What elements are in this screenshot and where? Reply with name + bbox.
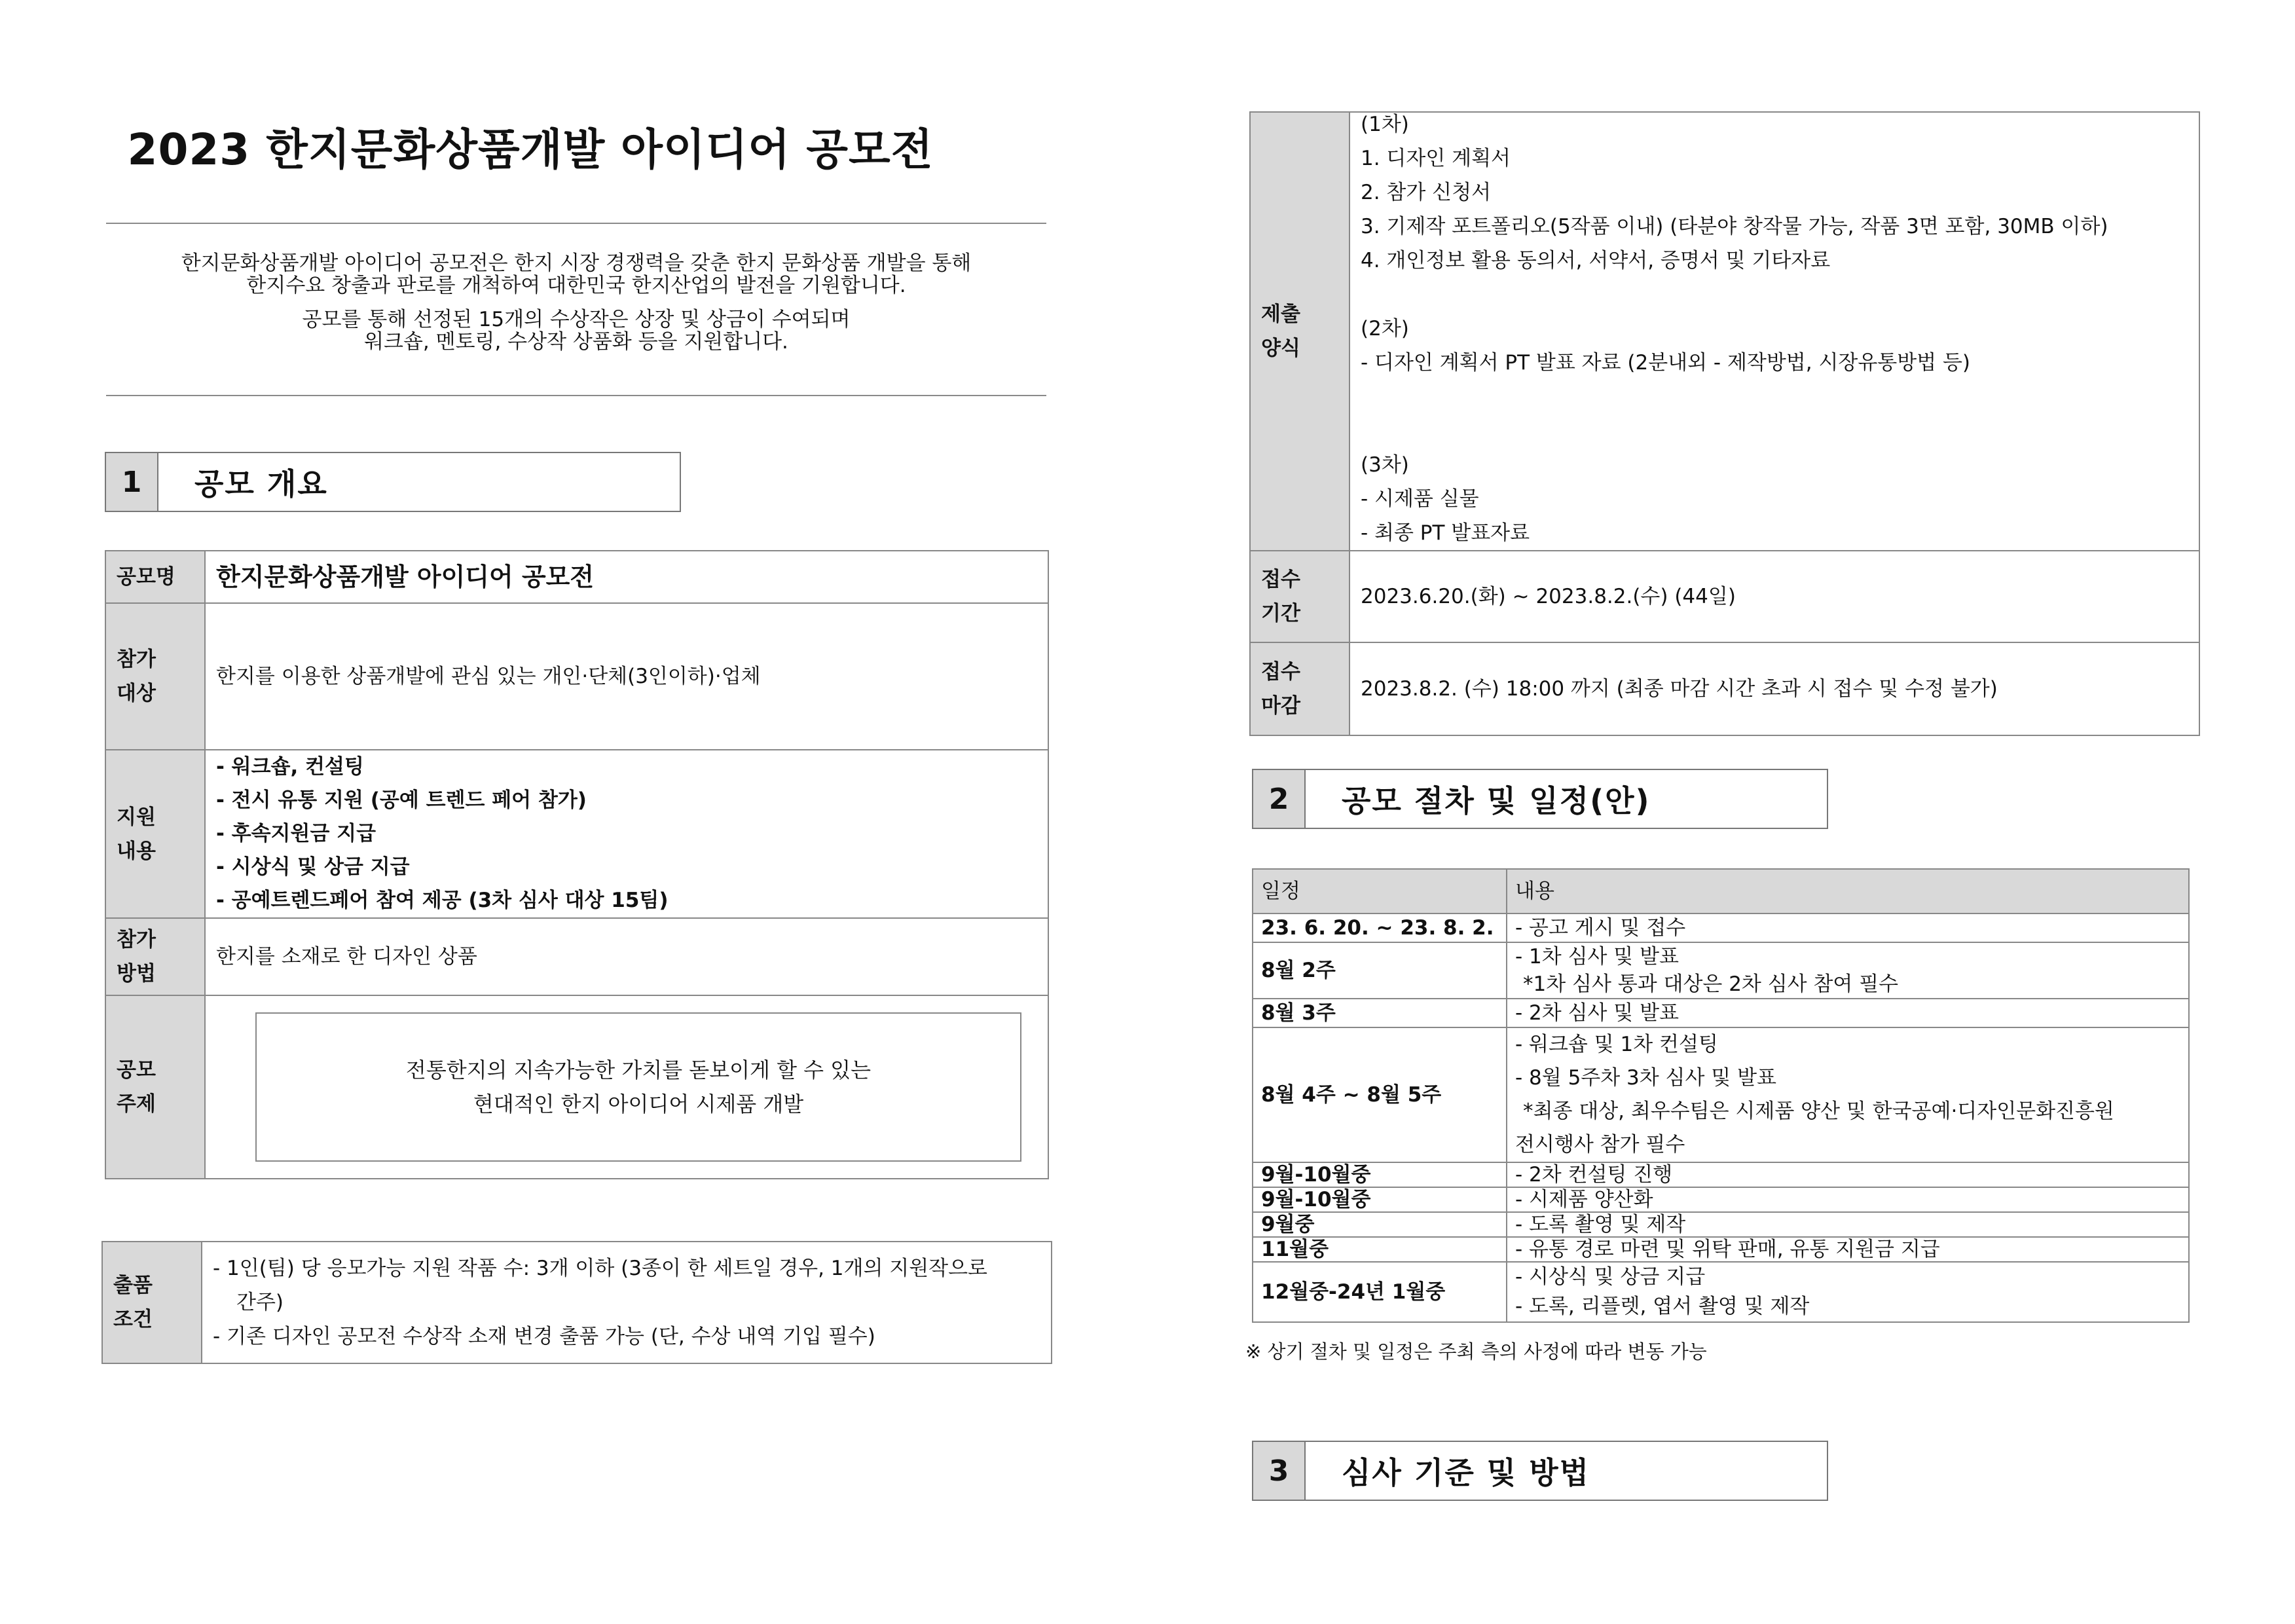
intro-line: 공모를 통해 선정된 15개의 수상작은 상장 및 상금이 수여되며 [302, 308, 851, 331]
deadline-label: 접수 마감 [1250, 642, 1349, 735]
form-line [1361, 278, 2199, 312]
entry-line: - 1인(팀) 당 응모가능 지원 작품 수: 3개 이하 (3종이 한 세트일 경우, 1개의 지원작으로 [213, 1257, 987, 1280]
table-row: 9월중 - 도록 촬영 및 제작 [1253, 1212, 2189, 1237]
support-list [205, 750, 1048, 918]
theme-line: 현대적인 한지 아이디어 시제품 개발 [473, 1092, 804, 1116]
form-line: (1차) [1361, 113, 1409, 136]
form-line [1361, 380, 2199, 414]
table-row: 8월 3주 - 2차 심사 및 발표 [1253, 999, 2189, 1027]
section-number: 2 [1253, 770, 1306, 828]
entry-line: 간주) [236, 1291, 284, 1314]
form-line: 1. 디자인 계획서 [1361, 147, 1511, 170]
table-row: 8월 4주 ~ 8월 5주 - 워크숍 및 1차 컨설팅 - 8월 5주차 3차 심사 및 발표 *최종 대상, 최우수팀은 시제품 양산 및 한국공예·디자인문화진흥원 전시행사 참가 필수 [1253, 1027, 2189, 1162]
divider-top [106, 223, 1046, 224]
deadline-value: 2023.8.2. (수) 18:00 까지 (최종 마감 시간 초과 시 접수 및 수정 불가) [1349, 642, 2199, 735]
section-number: 1 [106, 453, 158, 511]
entry-label: 출품 조건 [102, 1242, 202, 1363]
overview-row-support [105, 750, 1048, 918]
period-value: 2023.6.20.(화) ~ 2023.8.2.(수) (44일) [1349, 551, 2199, 642]
theme-label: 공모 주제 [105, 995, 205, 1179]
schedule-header-content: 내용 [1507, 869, 2189, 913]
list-item: - 공예트렌드페어 참여 제공 (3차 심사 대상 15팀) [216, 889, 669, 912]
table-row: 11월중 - 유통 경로 마련 및 위탁 판매, 유통 지원금 지급 [1253, 1237, 2189, 1262]
period-label: 접수 기간 [1250, 551, 1349, 642]
table-row: 9월-10월중 - 시제품 양산화 [1253, 1187, 2189, 1212]
overview-row-theme [105, 995, 1048, 1179]
form-line: 2. 참가 신청서 [1361, 181, 1492, 204]
overview-row-target [105, 603, 1048, 750]
entry-value [202, 1242, 1052, 1363]
schedule-header-row [1253, 869, 2189, 913]
name-label: 공모명 [105, 551, 205, 603]
form-line: 4. 개인정보 활용 동의서, 서약서, 증명서 및 기타자료 [1361, 249, 1831, 272]
support-label: 지원 내용 [105, 750, 205, 918]
form-line: 3. 기제작 포트폴리오(5작품 이내) (타분야 창작물 가능, 작품 3면 포함, 30MB 이하) [1361, 215, 2108, 238]
intro-line: 한지수요 창출과 판로를 개척하여 대한민국 한지산업의 발전을 기원합니다. [246, 274, 906, 297]
list-item: - 후속지원금 지급 [216, 822, 376, 845]
overview-row-method [105, 918, 1048, 995]
submission-row-period [1250, 551, 2199, 642]
form-value [1349, 112, 2199, 551]
form-label: 제출 양식 [1250, 112, 1349, 551]
target-label: 참가 대상 [105, 603, 205, 750]
section-header-3 [1252, 1441, 1828, 1501]
form-line: - 시제품 실물 [1361, 487, 1479, 511]
form-line: - 디자인 계획서 PT 발표 자료 (2분내외 - 제작방법, 시장유통방법 등) [1361, 351, 1971, 375]
section-title: 심사 기준 및 방법 [1342, 1455, 1590, 1490]
schedule-note: ※ 상기 절차 및 일정은 주최 측의 사정에 따라 변동 가능 [1245, 1340, 1707, 1363]
target-value: 한지를 이용한 상품개발에 관심 있는 개인·단체(3인이하)·업체 [205, 603, 1048, 750]
section-title: 공모 절차 및 일정(안) [1342, 783, 1651, 819]
form-line [1361, 414, 2199, 448]
name-value: 한지문화상품개발 아이디어 공모전 [205, 551, 1048, 603]
form-line: - 최종 PT 발표자료 [1361, 521, 1530, 545]
entry-row [102, 1242, 1052, 1363]
form-line: (3차) [1361, 453, 1409, 477]
section-number: 3 [1253, 1442, 1306, 1500]
table-row: 9월-10월중 - 2차 컨설팅 진행 [1253, 1162, 2189, 1187]
overview-row-name [105, 551, 1048, 603]
section-header-1 [105, 452, 681, 512]
schedule-header-date: 일정 [1253, 869, 1507, 913]
theme-box [255, 1012, 1021, 1162]
method-value: 한지를 소재로 한 디자인 상품 [205, 918, 1048, 995]
list-item: - 워크숍, 컨설팅 [216, 755, 364, 779]
entry-table [101, 1241, 1052, 1364]
submission-row-form [1250, 112, 2199, 551]
form-line: (2차) [1361, 317, 1409, 341]
intro-line: 한지문화상품개발 아이디어 공모전은 한지 시장 경쟁력을 갖춘 한지 문화상품 개발을 통해 [181, 251, 972, 275]
intro-text [106, 252, 1046, 353]
entry-line: - 기존 디자인 공모전 수상작 소재 변경 출품 가능 (단, 수상 내역 기입 필수) [213, 1325, 875, 1348]
section-title: 공모 개요 [194, 466, 328, 502]
theme-cell [205, 995, 1048, 1179]
list-item: - 시상식 및 상금 지급 [216, 855, 410, 879]
overview-table [105, 550, 1049, 1179]
table-row: 12월중-24년 1월중 - 시상식 및 상금 지급 - 도록, 리플렛, 엽서 촬영 및 제작 [1253, 1262, 2189, 1322]
submission-row-deadline [1250, 642, 2199, 735]
theme-line: 전통한지의 지속가능한 가치를 돋보이게 할 수 있는 [405, 1058, 872, 1082]
method-label: 참가 방법 [105, 918, 205, 995]
list-item: - 전시 유통 지원 (공예 트렌드 페어 참가) [216, 788, 587, 812]
page-title: 2023 한지문화상품개발 아이디어 공모전 [127, 124, 934, 175]
table-row: 8월 2주 - 1차 심사 및 발표 *1차 심사 통과 대상은 2차 심사 참여 필수 [1253, 942, 2189, 999]
section-header-2 [1252, 769, 1828, 829]
intro-line: 워크숍, 멘토링, 수상작 상품화 등을 지원합니다. [364, 330, 788, 354]
schedule-table [1252, 868, 2190, 1323]
divider-bottom [106, 395, 1046, 396]
table-row: 23. 6. 20. ~ 23. 8. 2. - 공고 게시 및 접수 [1253, 913, 2189, 942]
submission-table [1249, 111, 2200, 736]
